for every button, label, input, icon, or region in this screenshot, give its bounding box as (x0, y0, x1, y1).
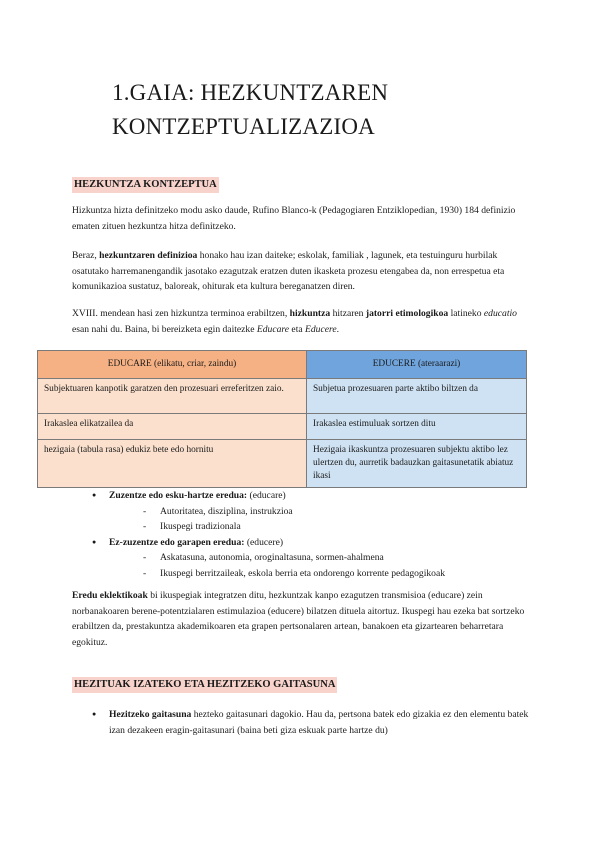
sub-list-item: - Ikuspegi tradizionala (143, 519, 532, 535)
section-heading-hezituak-izateko: HEZITUAK IZATEKO ETA HEZITZEKO GAITASUNA (72, 677, 337, 693)
list-item: ● Zuzentze edo esku-hartze eredua: (educare) - Autoritatea, disziplina, instrukzioa - Ikuspegi tradizionala (92, 488, 532, 535)
cell-educare: hezigaia (tabula rasa) edukiz bete edo hornitu (38, 440, 307, 488)
table-row (38, 379, 527, 414)
paragraph-definitions: Hizkuntza hizta definitzeko modu asko daude, Rufino Blanco-k (Pedagogiaren Entziklopedian, 1930) 184 definizio ematen zituen hezkuntza hitza definitzeko. (72, 205, 516, 232)
sub-list-item: - Askatasuna, autonomia, oroginaltasuna, sormen-ahalmena (143, 550, 532, 566)
sub-list-item: - Ikuspegi berritzaileak, eskola berria eta ondorengo korrente pedagogikoak (143, 566, 532, 582)
list-item: ● Ez-zuzentze edo garapen eredua: (educere) - Askatasuna, autonomia, oroginaltasuna, sormen-ahalmena - Ikuspegi berritzaileak, eskola berria eta ondorengo korrente pedagogikoak (92, 535, 532, 582)
header-educare: EDUCARE (elikatu, criar, zaindu) (38, 351, 307, 379)
table-row (38, 414, 527, 440)
cell-educere: Hezigaia ikaskuntza prozesuaren subjektu aktibo lez ulertzen du, aurretik badauzkan gaitasunetatik abiatuz ikasi (307, 440, 527, 488)
cell-educere: Subjetua prozesuaren parte aktibo biltzen da (307, 379, 527, 414)
cell-educere: Irakaslea estimuluak sortzen ditu (307, 414, 527, 440)
paragraph-etymology: XVIII. mendean hasi zen hizkuntza terminoa erabiltzen, hizkuntza hitzaren jatorri etimologikoa latineko educatio esan nahi du. Baina, bi bereizketa egin daitezke Educare eta Educere. (72, 308, 517, 335)
cell-educare: Subjektuaren kanpotik garatzen den prozesuari erreferitzen zaio. (38, 379, 307, 414)
educare-educere-table (37, 350, 527, 488)
table-header-row (38, 351, 527, 379)
paragraph-eclectic-model: Eredu eklektikoak bi ikuspegiak integratzen ditu, hezkuntzak kanpo ezagutzen transmisioa (educare) zein norbanakoaren berene-potentzialaren estimulazioa (educere) bilatzen dituela aitortuz. Ikuspegi hau ezeka bat sortzeko erabiltzen da, prestakuntza akademikoaren eta grapen pertsonalaren artean, banakoen eta gizartearen beharretara egokituz. (72, 590, 525, 648)
section-heading-hezkuntza-kontzeptua: HEZKUNTZA KONTZEPTUA (72, 177, 219, 193)
models-list (92, 488, 532, 581)
table-row (38, 440, 527, 488)
bold-term-definition: hezkuntzaren definizioa (99, 250, 198, 261)
capacity-list (92, 707, 532, 738)
page-title: 1.GAIA: HEZKUNTZAREN KONTZEPTUALIZAZIOA (112, 80, 389, 139)
paragraph-education-definition: Beraz, hezkuntzaren definizioa honako hau izan daiteke; eskolak, familiak , lagunek, eta testuinguru hurbilak osatutako harremanengandik jasotako ezagutzak eratzen duten ikasketa prozesu etengabea da, non errespetua eta komunikazioa sustatuz, baloreak, ohiturak eta kultura bereganatzen diren. (72, 250, 505, 292)
header-educere: EDUCERE (ateraarazi) (307, 351, 527, 379)
cell-educare: Irakaslea elikatzailea da (38, 414, 307, 440)
sub-list-item: - Autoritatea, disziplina, instrukzioa (143, 504, 532, 520)
list-item: ● Hezitzeko gaitasuna hezteko gaitasunari dagokio. Hau da, pertsona batek edo gizakia ez den elementu batek izan dezakeen eragin-gaitasunari (baina beti giza eskuak parte hartze du) (92, 707, 532, 738)
